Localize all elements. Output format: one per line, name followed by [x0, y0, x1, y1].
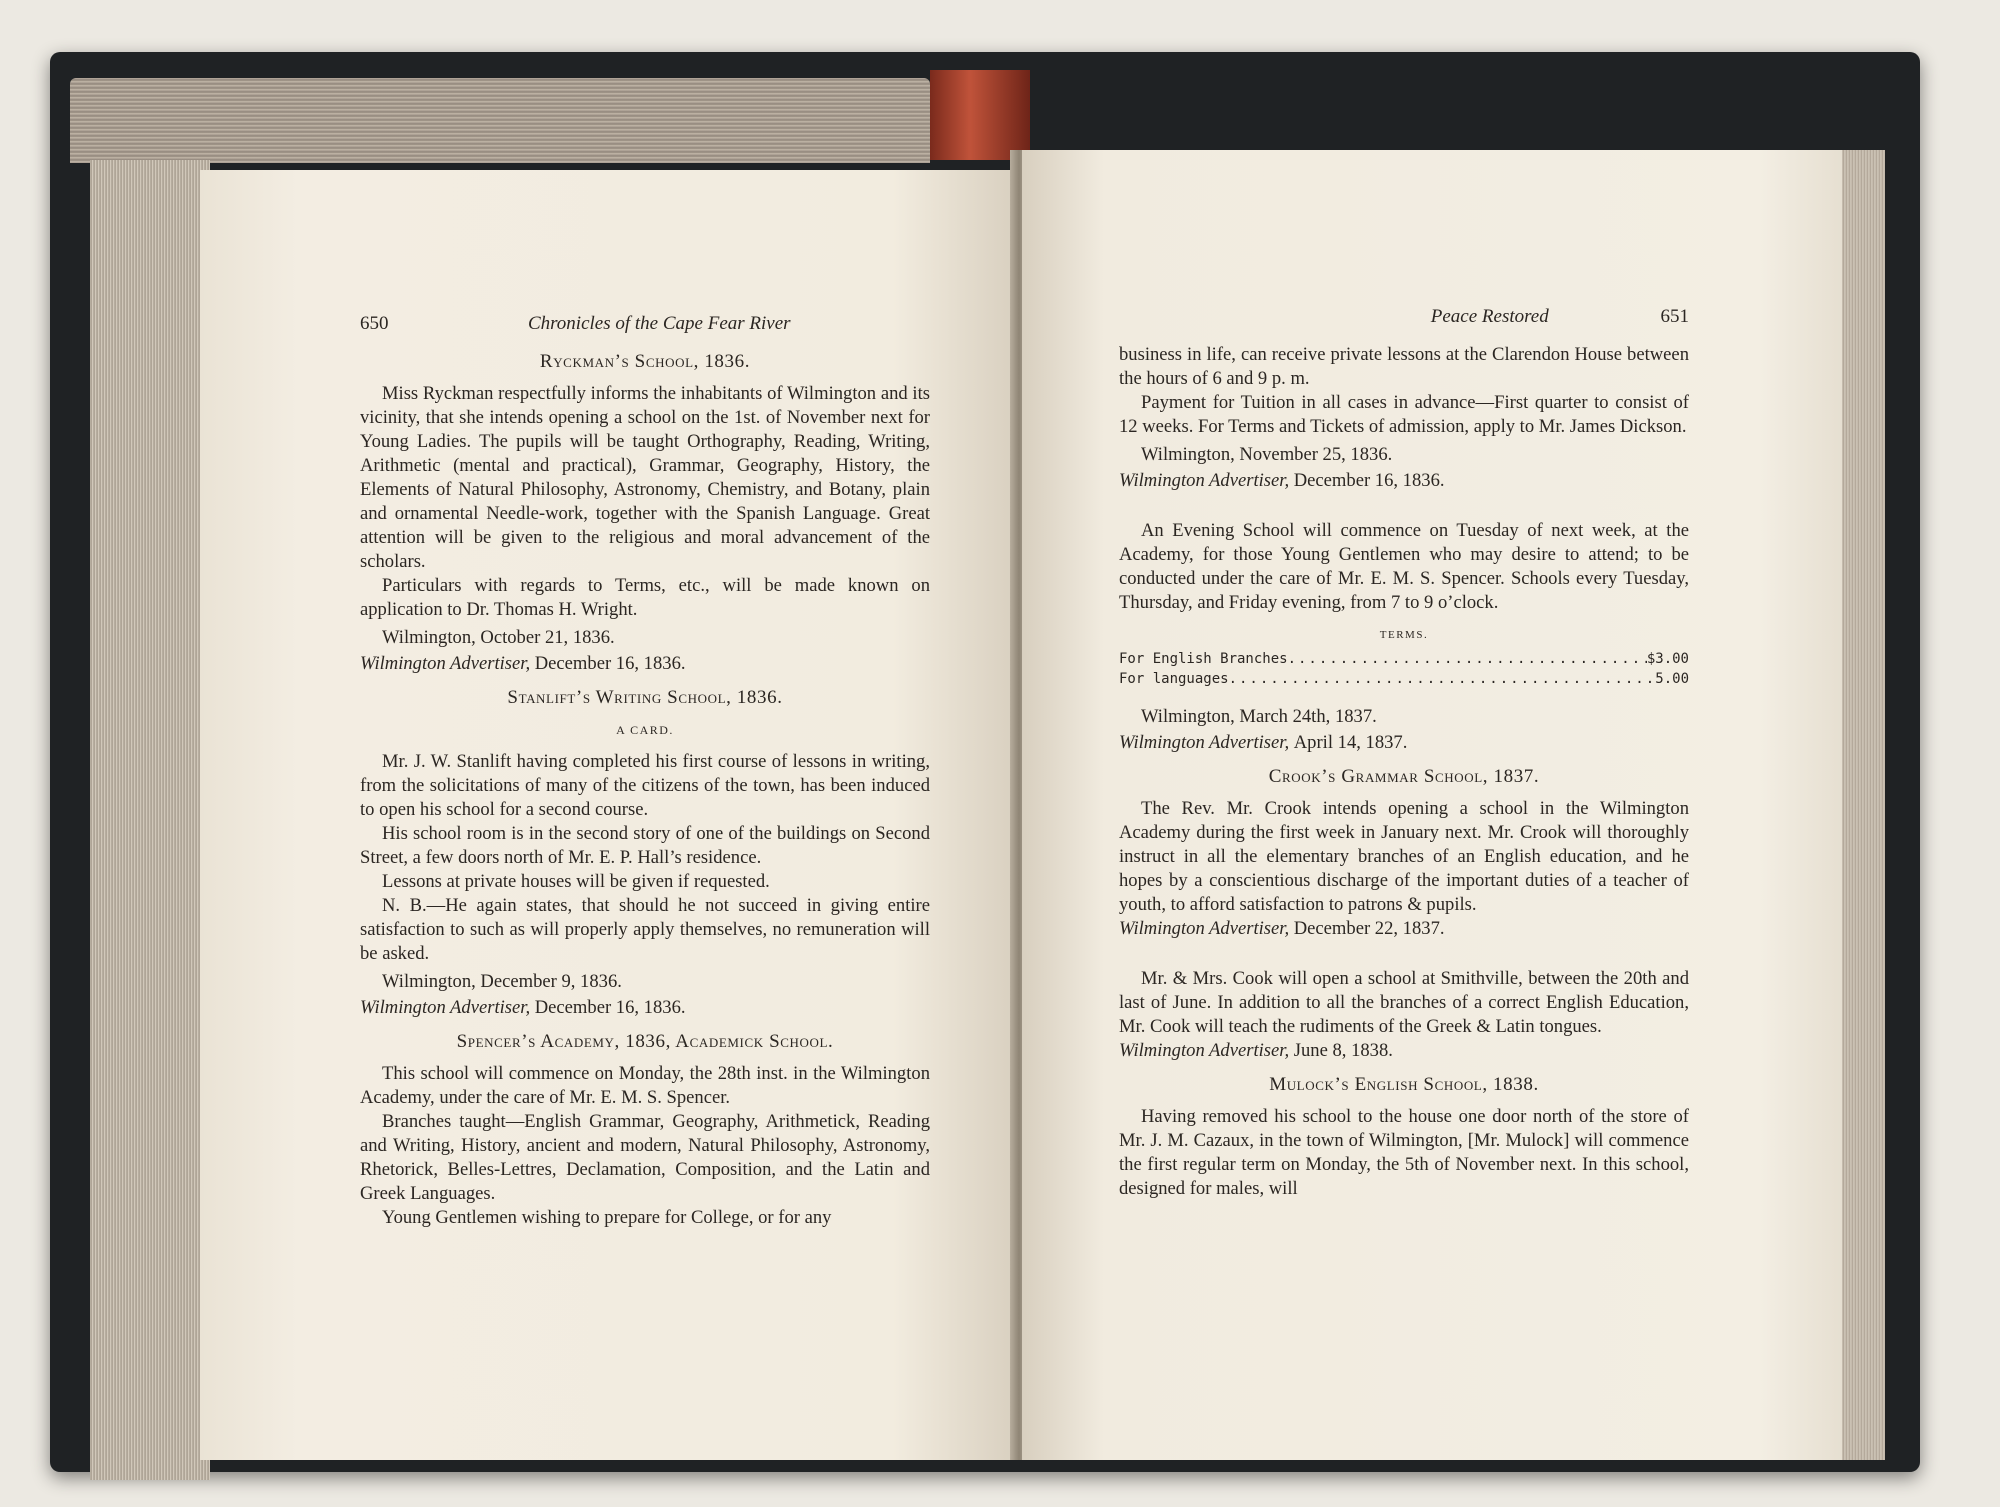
paragraph: Payment for Tuition in all cases in advance—First quarter to consist of 12 weeks. For Terms and Tickets of admission, apply to Mr. James Dickson. [1119, 392, 1689, 437]
terms-row [1119, 669, 1689, 689]
left-running-head [360, 312, 930, 336]
page-number: 650 [360, 313, 389, 334]
source-citation: Wilmington Advertiser, December 16, 1836. [1119, 470, 1445, 491]
paragraph: The Rev. Mr. Crook intends opening a school in the Wilmington Academy during the first week in January next. Mr. Crook will thoroughly instruct in all the elementary branches of an English education, and he hopes by a conscientious discharge of the important duties of a teacher of youth, to afford satisfaction to patrons & pupils. [1119, 798, 1689, 915]
paragraph: Branches taught—English Grammar, Geography, Arithmetick, Reading and Writing, History, ancient and modern, Natural Philosophy, Astronomy, Rhetorick, Belles-Lettres, Declamation, Composition, and the Latin and Greek Languages. [360, 1111, 930, 1204]
terms-amount: 5.00 [1655, 671, 1689, 687]
section-heading: Spencer’s Academy, 1836, Academick School. [456, 1031, 834, 1052]
page-number: 651 [1660, 306, 1689, 327]
section-subheading: A CARD. [616, 723, 674, 737]
headband [930, 70, 1030, 160]
source-citation: Wilmington Advertiser, December 16, 1836. [360, 997, 686, 1018]
source-citation: Wilmington Advertiser, December 16, 1836. [360, 653, 686, 674]
dateline: Wilmington, October 21, 1836. [382, 627, 615, 648]
section-heading: Ryckman’s School, 1836. [539, 351, 751, 372]
right-running-head [1119, 305, 1689, 329]
paragraph: Particulars with regards to Terms, etc., will be made known on application to Dr. Thomas H. Wright. [360, 575, 930, 620]
section-heading: Crook’s Grammar School, 1837. [1268, 766, 1540, 787]
source-citation: Wilmington Advertiser, December 22, 1837. [1119, 918, 1445, 939]
terms-amount: $3.00 [1646, 651, 1689, 667]
paragraph: This school will commence on Monday, the 28th inst. in the Wilmington Academy, under the care of Mr. E. M. S. Spencer. [360, 1063, 930, 1108]
source-citation: Wilmington Advertiser, April 14, 1837. [1119, 732, 1408, 753]
section-heading: Stanlift’s Writing School, 1836. [507, 687, 783, 708]
terms-row [1119, 649, 1689, 669]
paragraph: An Evening School will commence on Tuesday of next week, at the Academy, for those Young Gentlemen who may desire to attend; to be conducted under the care of Mr. E. M. S. Spencer. Schools every Tuesday, Thursday, and Friday evening, from 7 to 9 o’clock. [1119, 520, 1689, 613]
dateline: Wilmington, December 9, 1836. [382, 971, 622, 992]
left-page-text [360, 312, 930, 1230]
source-citation: Wilmington Advertiser, June 8, 1838. [1119, 1040, 1393, 1061]
left-page-edges [90, 160, 210, 1480]
paragraph: Young Gentlemen wishing to prepare for College, or for any [382, 1207, 832, 1228]
running-title: Chronicles of the Cape Fear River [527, 313, 791, 334]
right-page [1022, 150, 1842, 1460]
terms-title: TERMS. [1379, 629, 1429, 641]
terms-label: For languages [1119, 671, 1229, 687]
paragraph: business in life, can receive private lessons at the Clarendon House between the hours of 6 and 9 p. m. [1119, 344, 1689, 389]
paragraph: Having removed his school to the house one door north of the store of Mr. J. M. Cazaux, in the town of Wilmington, [Mr. Mulock] will commence the first regular term on Monday, the 5th of November next. In this school, designed for males, will [1119, 1106, 1689, 1199]
terms-label: For English Branches [1119, 651, 1288, 667]
dateline: Wilmington, March 24th, 1837. [1141, 706, 1377, 727]
paragraph: Mr. & Mrs. Cook will open a school at Smithville, between the 20th and last of June. In addition to all the branches of a correct English Education, Mr. Cook will teach the rudiments of the Greek & Latin tongues. [1119, 968, 1689, 1037]
page-block-top-edge [70, 78, 930, 163]
section-heading: Mulock’s English School, 1838. [1269, 1074, 1539, 1095]
paragraph: Miss Ryckman respectfully informs the inhabitants of Wilmington and its vicinity, that she intends opening a school on the 1st. of November next for Young Ladies. The pupils will be taught Orthography, Reading, Writing, Arithmetic (mental and practical), Grammar, Geography, History, the Elements of Natural Philosophy, Astronomy, Chemistry, and Botany, plain and ornamental Needle-work, together with the Spanish Language. Great attention will be given to the religious and moral advancement of the scholars. [360, 383, 930, 572]
left-page [200, 170, 1015, 1460]
dateline: Wilmington, November 25, 1836. [1141, 444, 1393, 465]
paragraph: His school room is in the second story of one of the buildings on Second Street, a few doors north of Mr. E. P. Hall’s residence. [360, 823, 930, 868]
paragraph: Mr. J. W. Stanlift having completed his first course of lessons in writing, from the solicitations of many of the citizens of the town, has been induced to open his school for a second course. [360, 751, 930, 820]
paragraph: N. B.—He again states, that should he not succeed in giving entire satisfaction to such as will properly apply themselves, no remuneration will be asked. [360, 895, 930, 964]
right-page-text [1119, 305, 1689, 1201]
paragraph: Lessons at private houses will be given if requested. [382, 871, 770, 892]
running-title: Peace Restored [1430, 306, 1549, 327]
